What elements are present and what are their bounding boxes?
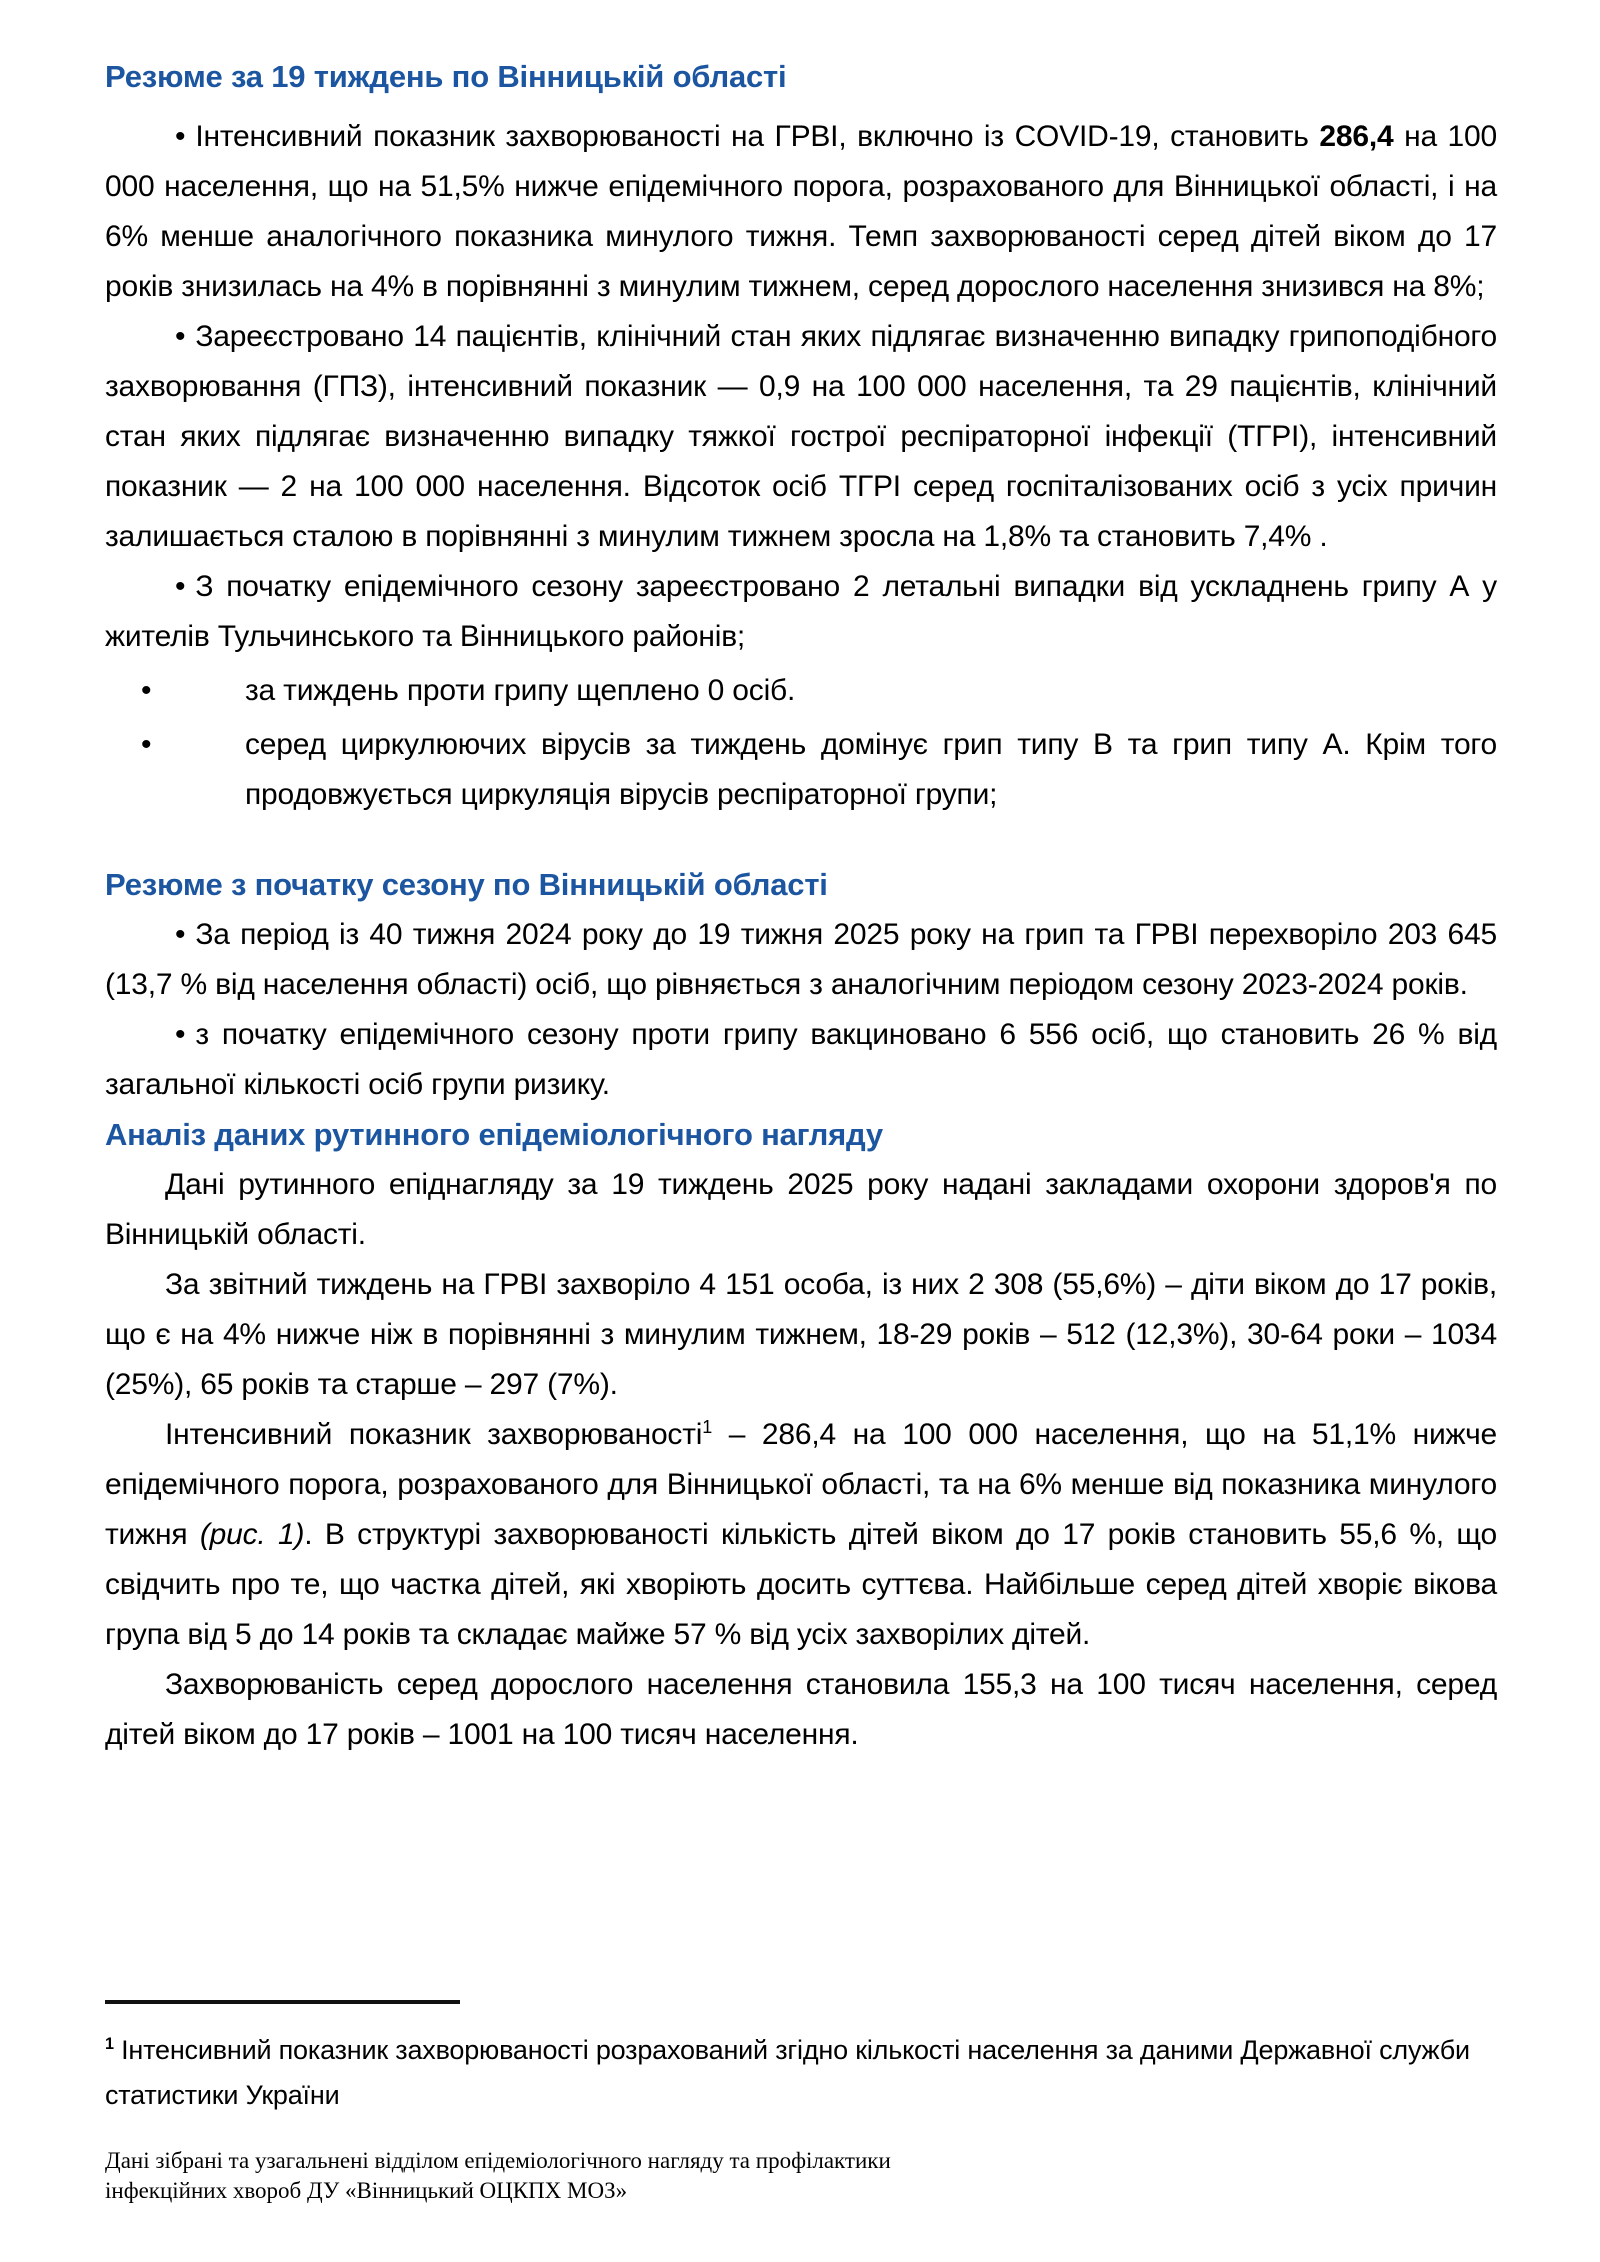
bullet-text: Зареєстровано 14 пацієнтів, клінічний стан яких підлягає визначенню випадку грипоподібного захворювання (ГПЗ), інтенсивний показник — 0,9 на 100 000 населення, та 29 пацієнтів, клінічний стан яких підлягає визначенню випадку тяжкої гострої респіраторної інфекції (ТГРІ), інтенсивний показник — 2 на 100 000 населення. Відсоток осіб ТГРІ серед госпіталізованих осіб з усіх причин залишається сталою в порівнянні з минулим тижнем зросла на 1,8% та становить 7,4% . — [105, 320, 1497, 553]
bullet-season-vaccinated — [105, 1010, 1497, 1110]
bullet-marker: • — [141, 728, 152, 761]
paragraph-data-source: Дані рутинного епіднагляду за 19 тиждень 2025 року надані закладами охорони здоров'я по Вінницькій області. — [105, 1168, 1497, 1251]
bullet-text: З початку епідемічного сезону зареєстровано 2 летальні випадки від ускладнень грипу А у жителів Тульчинського та Вінницького районів; — [105, 570, 1497, 653]
bullet-circulating-viruses — [105, 720, 1497, 820]
bullet-text: з початку епідемічного сезону проти грипу вакциновано 6 556 осіб, що становить 26 % від загальної кількості осіб групи ризику. — [105, 1018, 1497, 1101]
bullet-season-period — [105, 910, 1497, 1010]
footnote-number: 1 — [105, 2035, 114, 2053]
bullet-marker: • — [175, 570, 186, 603]
paragraph-week-cases: За звітний тиждень на ГРВІ захворіло 4 151 особа, із них 2 308 (55,6%) – діти віком до 17 років, що є на 4% нижче ніж в порівнянні з минулим тижнем, 18-29 років – 512 (12,3%), 30-64 роки – 1034 (25%), 65 років та старше – 297 (7%). — [105, 1268, 1497, 1401]
document-content — [105, 52, 1497, 1760]
footnote-text — [105, 2028, 1497, 2118]
paragraph-text: Інтенсивний показник захворюваності — [165, 1418, 703, 1451]
bullet-text: Інтенсивний показник захворюваності на ГРВІ, включно із COVID-19, становить — [195, 120, 1309, 153]
bullet-intensity — [105, 112, 1497, 312]
bullet-text: серед циркулюючих вірусів за тиждень домінує грип типу В та грип типу А. Крім того продовжується циркуляція вірусів респіраторної групи; — [245, 728, 1497, 811]
heading-season-summary: Резюме з початку сезону по Вінницькій області — [105, 867, 828, 902]
bullet-lethal-cases — [105, 562, 1497, 662]
paragraph-adult-children-rates: Захворюваність серед дорослого населення становила 155,3 на 100 тисяч населення, серед дітей віком до 17 років – 1001 на 100 тисяч населення. — [105, 1668, 1497, 1751]
heading-week-summary: Резюме за 19 тиждень по Вінницькій області — [105, 59, 787, 94]
footer-line-2: інфекційних хвороб ДУ «Вінницький ОЦКПХ МОЗ» — [105, 2178, 628, 2203]
footnote-body: Інтенсивний показник захворюваності розрахований згідно кількості населення за даними Державної служби статистики України — [105, 2035, 1470, 2110]
paragraph-intensity-structure — [105, 1410, 1497, 1660]
footnote-reference: 1 — [702, 1417, 713, 1437]
bullet-text: на 100 000 населення, що на 51,5% нижче епідемічного порога, розрахованого для Вінницької області, і на 6% менше аналогічного показника минулого тижня. Темп захворюваності серед дітей віком до 17 років знизилась на 4% в порівнянні з минулим тижнем, серед дорослого населення знизився на 8%; — [105, 120, 1498, 303]
bullet-ili-sari — [105, 312, 1497, 562]
bullet-marker: • — [141, 674, 152, 707]
bullet-marker: • — [175, 1018, 186, 1051]
bullet-marker: • — [175, 918, 186, 951]
bullet-marker: • — [175, 120, 186, 153]
footnote-area — [105, 2000, 1497, 2206]
paragraph-text: . В структурі захворюваності кількість дітей віком до 17 років становить 55,6 %, що свідчить про те, що частка дітей, які хворіють досить суттєва. Найбільше серед дітей хворіє вікова група від 5 до 14 років та складає майже 57 % від усіх захворілих дітей. — [105, 1518, 1498, 1651]
footnote-separator-line — [105, 2000, 460, 2004]
heading-routine-analysis: Аналіз даних рутинного епідеміологічного нагляду — [105, 1117, 883, 1152]
figure-reference: (рис. 1) — [199, 1518, 305, 1551]
bullet-vaccinated-week — [105, 666, 1497, 716]
bold-rate-value: 286,4 — [1319, 120, 1394, 153]
bullet-text: за тиждень проти грипу щеплено 0 осіб. — [245, 674, 796, 707]
bullet-marker: • — [175, 320, 186, 353]
document-footer — [105, 2146, 1497, 2206]
footer-line-1: Дані зібрані та узагальнені відділом епідеміологічного нагляду та профілактики — [105, 2148, 891, 2173]
bullet-text: За період із 40 тижня 2024 року до 19 тижня 2025 року на грип та ГРВІ перехворіло 203 645 (13,7 % від населення області) осіб, що рівняється з аналогічним періодом сезону 2023-2024 років. — [105, 918, 1497, 1001]
paragraph-text: – 286,4 на 100 000 населення, що на 51,1% нижче епідемічного порога, розрахованого для Вінницької області, та на 6% менше від показника минулого тижня — [105, 1418, 1497, 1551]
